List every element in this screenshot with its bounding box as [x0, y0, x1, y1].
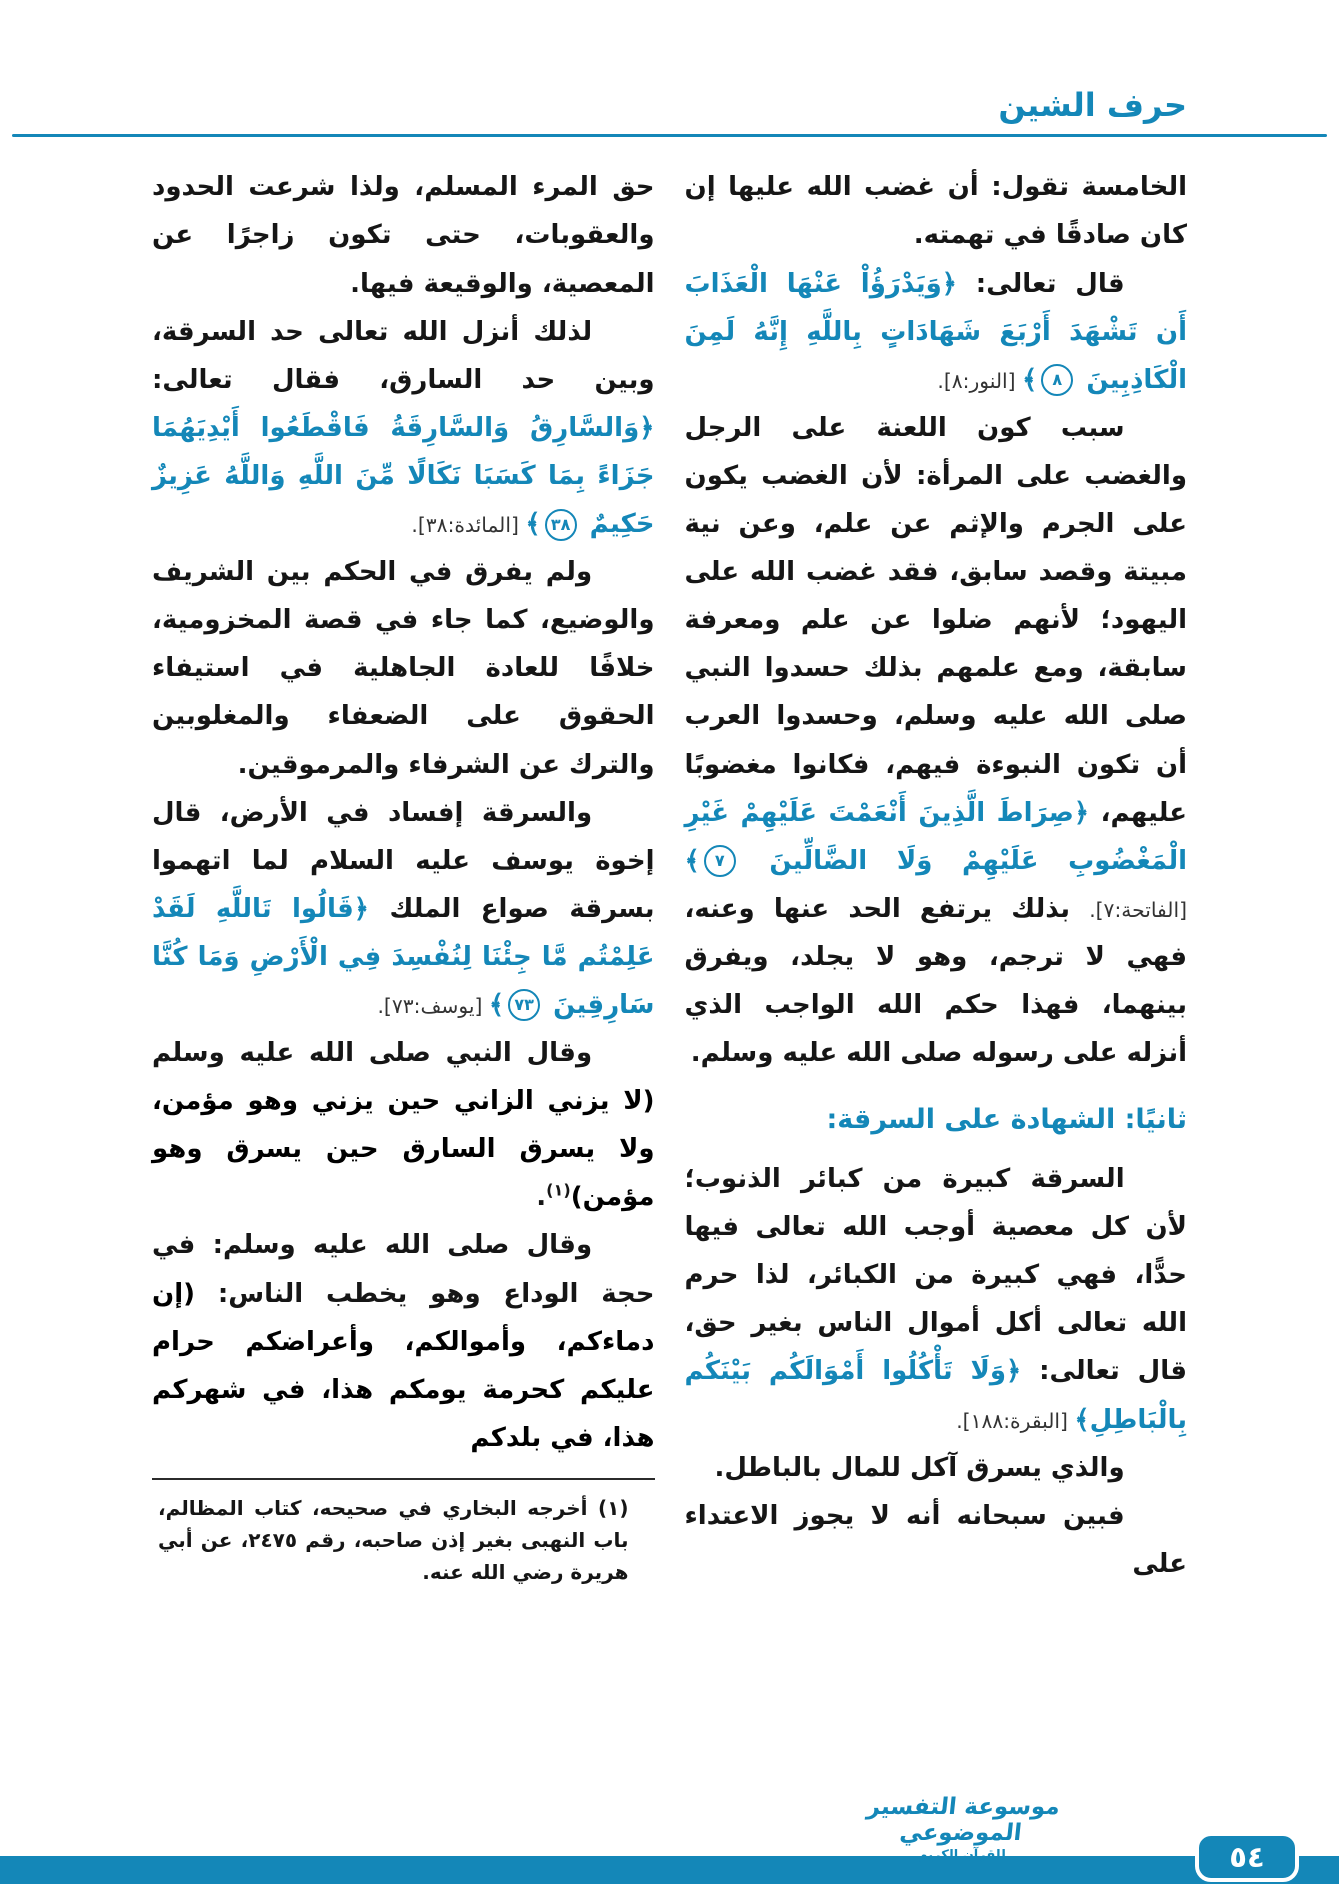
- quran-verse: ﴾: [1022, 364, 1038, 395]
- paragraph: [675, 1155, 1188, 1444]
- quran-verse: ﴾: [488, 989, 505, 1020]
- quran-verse: ﴿وَيَدْرَؤُاْ عَنْهَا الْعَذَابَ أَن تَشْهَدَ أَرْبَعَ شَهَادَاتٍ بِاللَّهِ إِنَّهُ لَمِنَ الْكَاذِبِينَ: [675, 268, 1187, 395]
- body-text: السرقة كبيرة من كبائر الذنوب؛ لأن كل معصية أوجب الله تعالى فيها حدًّا، فهي كبيرة من الكبائر، لذا حرم الله تعالى أكل أموال الناس بغير حق، قال تعالى:: [675, 1164, 1187, 1387]
- verse-reference: [البقرة:١٨٨].: [956, 1408, 1075, 1433]
- body-text: وقال النبي صلى الله عليه وسلم: [142, 1038, 593, 1069]
- publisher-logo-title: موسوعة التفسير الموضوعي: [865, 1794, 1062, 1847]
- hadith-text: (إن دماءكم، وأموالكم، وأعراضكم حرام عليكم كحرمة يومكم هذا، في شهركم هذا، في بلدكم: [142, 1278, 655, 1453]
- paragraph: [142, 163, 655, 307]
- chapter-title: حرف الشين: [998, 86, 1187, 124]
- footnote-divider: [152, 1478, 655, 1480]
- verse-reference: [الفاتحة:٧].: [678, 849, 1187, 922]
- text-columns: [0, 137, 1339, 1588]
- ayah-number-badge: ٧٣: [508, 989, 540, 1021]
- body-text: سبب كون اللعنة على الرجل والغضب على المرأة: لأن الغضب يكون على الجرم والإثم عن علم، وعن نية مبيتة وقصد سابق، فقد غضب الله على اليهود؛ لأنهم ضلوا عن علم ومعرفة سابقة، ومع علمهم بذلك حسدوا النبي صلى الله عليه وسلم، وحسدوا العرب أن تكون النبوءة فيهم، فكانوا مغضوبًا عليهم،: [675, 412, 1188, 828]
- paragraph: [142, 1221, 655, 1461]
- section-heading: ثانيًا: الشهادة على السرقة:: [826, 1104, 1187, 1136]
- body-text: لذلك أنزل الله تعالى حد السرقة، وبين حد السارق، فقال تعالى:: [142, 316, 655, 395]
- body-text: حق المرء المسلم، ولذا شرعت الحدود والعقوبات، حتى تكون زاجرًا عن المعصية، والوقيعة فيها.: [142, 172, 655, 299]
- quran-verse: ﴿قَالُوا تَاللَّهِ لَقَدْ عَلِمْتُم مَّا جِئْنَا لِنُفْسِدَ فِي الْأَرْضِ وَمَا كُنَّا سَارِقِينَ: [142, 893, 655, 1020]
- footnote: (١) أخرجه البخاري في صحيحه، كتاب المظالم، باب النهبى بغير إذن صاحبه، رقم ٢٤٧٥، عن أبي هريرة رضي الله عنه.: [158, 1495, 629, 1584]
- paragraph: [675, 260, 1188, 404]
- paragraph: [142, 308, 655, 548]
- verse-reference: [يوسف:٧٣].: [377, 993, 489, 1018]
- quran-verse: ﴿وَلَا تَأْكُلُوا أَمْوَالَكُم بَيْنَكُم بِالْبَاطِلِ﴾: [675, 1356, 1187, 1435]
- hadith-text: (لا يزني الزاني حين يزني وهو مؤمن، ولا يسرق السارق حين يسرق وهو مؤمن): [142, 1086, 655, 1213]
- quran-verse: ﴾: [684, 845, 700, 876]
- paragraph: [142, 789, 655, 1029]
- left-column: [142, 163, 655, 1588]
- page-number: ٥٤: [1229, 1840, 1265, 1874]
- body-text: فبين سبحانه أنه لا يجوز الاعتداء على: [675, 1500, 1187, 1579]
- ayah-number-badge: ٣٨: [545, 509, 577, 541]
- paragraph: [675, 1492, 1188, 1588]
- body-text: بذلك يرتفع الحد عنها وعنه، فهي لا ترجم، وهو لا يجلد، ويفرق بينهما، فهذا حكم الله الواجب الذي أنزله على رسوله صلى الله عليه وسلم.: [675, 893, 1187, 1069]
- publisher-logo-subtitle: للقرآن الكريم: [918, 1848, 1006, 1864]
- body-text: قال تعالى:: [957, 268, 1125, 299]
- body-text: والسرقة إفساد في الأرض، قال إخوة يوسف عليه السلام لما اتهموا بسرقة صواع الملك: [142, 797, 655, 924]
- footnote-marker: (١): [546, 1180, 571, 1200]
- quran-verse: ﴿وَالسَّارِقُ وَالسَّارِقَةُ فَاقْطَعُوا أَيْدِيَهُمَا جَزَاءً بِمَا كَسَبَا نَكَالًا مِّنَ اللَّهِ وَاللَّهُ عَزِيزٌ حَكِيمٌ: [142, 412, 655, 540]
- body-text: وقال صلى الله عليه وسلم: في حجة الوداع وهو يخطب الناس:: [142, 1230, 655, 1309]
- ayah-number-badge: ٨: [1041, 364, 1073, 396]
- quran-verse: ﴿صِرَاطَ الَّذِينَ أَنْعَمْتَ عَلَيْهِمْ غَيْرِ الْمَغْضُوبِ عَلَيْهِمْ وَلَا الضَّالِّينَ: [675, 797, 1187, 876]
- paragraph: [675, 404, 1188, 1077]
- paragraph: [142, 1029, 655, 1221]
- section-heading-paragraph: [685, 1095, 1188, 1145]
- body-text: الخامسة تقول: أن غضب الله عليها إن كان صادقًا في تهمته.: [675, 172, 1187, 251]
- paragraph: [675, 163, 1188, 259]
- body-text: والذي يسرق آكل للمال بالباطل.: [714, 1452, 1125, 1483]
- right-column-paragraphs: [675, 163, 1188, 1588]
- body-text: .: [536, 1182, 547, 1213]
- footer-band: [0, 1856, 1339, 1884]
- paragraph: [685, 1444, 1188, 1492]
- verse-reference: [النور:٨].: [937, 368, 1023, 393]
- quran-verse: ﴾: [525, 509, 541, 540]
- left-column-paragraphs: [142, 163, 655, 1462]
- page-number-badge: [1195, 1832, 1299, 1882]
- paragraph: [142, 548, 655, 788]
- page-header: [0, 0, 1339, 137]
- ayah-number-badge: ٧: [704, 845, 736, 877]
- verse-reference: [المائدة:٣٨].: [411, 513, 526, 538]
- publisher-logo: [817, 1794, 1107, 1864]
- right-column: [675, 163, 1188, 1588]
- body-text: ولم يفرق في الحكم بين الشريف والوضيع، كما جاء في قصة المخزومية، خلافًا للعادة الجاهلية في استيفاء الحقوق على الضعفاء والمغلوبين والترك عن الشرفاء والمرموقين.: [142, 557, 655, 780]
